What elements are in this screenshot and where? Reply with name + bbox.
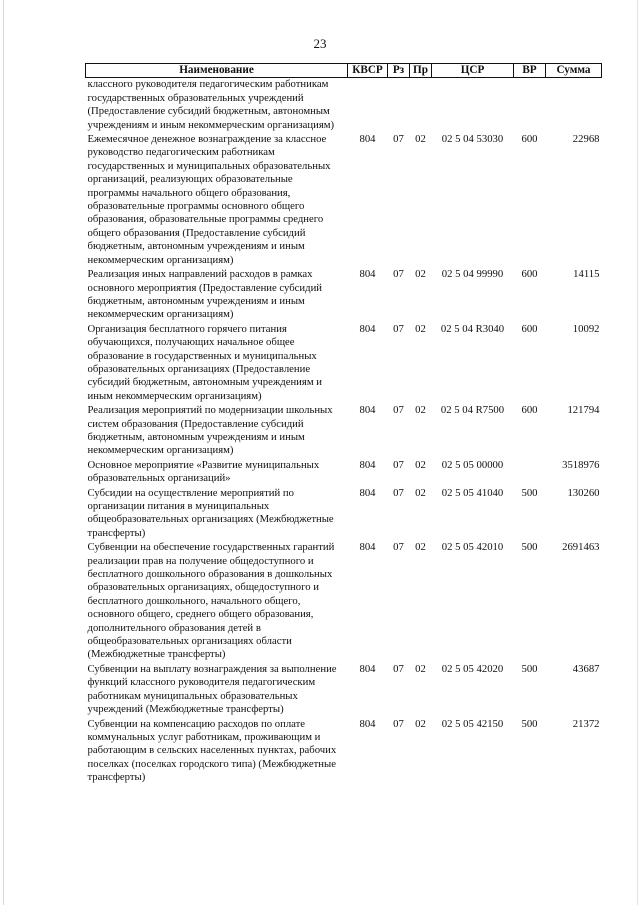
cell-kvsr: 804 — [359, 404, 376, 417]
cell-sum: 22968 — [572, 133, 600, 146]
table-row — [86, 541, 602, 663]
cell-sum — [546, 78, 602, 133]
cell-sum: 21372 — [572, 717, 600, 730]
cell-rz: 07 — [393, 268, 404, 281]
cell-csr: 02 5 04 99990 — [441, 268, 504, 281]
cell-kvsr: 804 — [359, 133, 376, 146]
cell-pr: 02 — [415, 133, 426, 146]
cell-name: классного руководителя педагогическим работникам государственных образовательных учреждений (Предоставление субсидий бюджетным, автономным учреждениям и иным некоммерческим организациям) — [87, 78, 335, 131]
table-row — [86, 718, 602, 786]
page-number: 23 — [313, 36, 327, 51]
cell-vr: 600 — [521, 404, 538, 417]
cell-rz: 07 — [393, 541, 404, 554]
cell-rz: 07 — [393, 458, 404, 471]
cell-pr: 02 — [415, 404, 426, 417]
cell-name: Субсидии на осуществление мероприятий по организации питания в муниципальных общеобразовательных организациях (Межбюджетные трансферты) — [87, 486, 334, 539]
header-name: Наименование — [86, 64, 348, 78]
cell-csr: 02 5 05 42010 — [441, 541, 504, 554]
cell-csr: 02 5 05 41040 — [441, 486, 504, 499]
cell-csr: 02 5 04 R7500 — [440, 404, 505, 417]
cell-sum: 14115 — [573, 268, 600, 281]
cell-vr: 500 — [521, 662, 538, 675]
cell-sum: 3518976 — [562, 458, 600, 471]
cell-name: Основное мероприятие «Развитие муниципальных образовательных организаций» — [87, 458, 320, 485]
table-row — [86, 78, 602, 133]
cell-sum: 130260 — [567, 486, 600, 499]
cell-rz: 07 — [393, 662, 404, 675]
cell-csr: 02 5 05 42150 — [441, 717, 504, 730]
cell-name: Организация бесплатного горячего питания обучающихся, получающих начальное общее образование в государственных и муниципальных образовательных организациях (Предоставление субсидий бюджетным, автономным учреждениям и иным некоммерческим организациям) — [87, 322, 322, 402]
header-rz: Рз — [388, 64, 410, 78]
header-kvsr: КВСР — [348, 64, 388, 78]
cell-sum: 10092 — [572, 322, 600, 335]
cell-vr — [514, 459, 546, 487]
cell-csr — [432, 78, 514, 133]
cell-rz — [388, 78, 410, 133]
cell-vr: 500 — [521, 486, 538, 499]
cell-csr: 02 5 04 R3040 — [440, 322, 505, 335]
cell-rz: 07 — [393, 404, 404, 417]
cell-pr: 02 — [415, 486, 426, 499]
cell-sum: 2691463 — [562, 541, 600, 554]
cell-sum: 43687 — [572, 662, 600, 675]
header-vr: ВР — [514, 64, 546, 78]
cell-vr: 500 — [521, 541, 538, 554]
header-pr: Пр — [410, 64, 432, 78]
cell-kvsr: 804 — [359, 541, 376, 554]
cell-pr: 02 — [415, 268, 426, 281]
cell-pr: 02 — [415, 541, 426, 554]
cell-kvsr: 804 — [359, 322, 376, 335]
cell-csr: 02 5 04 53030 — [441, 133, 504, 146]
scan-edge-left — [3, 0, 4, 905]
cell-sum: 121794 — [567, 404, 600, 417]
table-row — [86, 663, 602, 718]
table-header-row — [86, 64, 602, 78]
cell-kvsr: 804 — [359, 486, 376, 499]
cell-kvsr — [348, 78, 388, 133]
cell-name: Ежемесячное денежное вознаграждение за классное руководство педагогическим работникам государственных и муниципальных образовательных организаций, реализующих образовательные программы начального общего образования, образовательные программы основного общего образования, образовательные программы среднего общего образования (Предоставление субсидий бюджетным, автономным учреждениям и иным некоммерческим организациям) — [87, 133, 331, 266]
table-row — [86, 404, 602, 459]
cell-name: Субвенции на обеспечение государственных гарантий реализации прав на получение общедоступного и бесплатного дошкольного образования в дошкольных образовательных организациях, общедоступного и бесплатного дошкольного, начального общего, основного общего, среднего общего образования, дополнительного образования детей в общеобразовательных организациях области (Межбюджетные трансферты) — [87, 541, 335, 661]
cell-pr: 02 — [415, 322, 426, 335]
cell-name: Реализация мероприятий по модернизации школьных систем образования (Предоставление субсидий бюджетным, автономным учреждениям и иным некоммерческим организациям) — [87, 404, 333, 457]
header-csr: ЦСР — [432, 64, 514, 78]
cell-pr: 02 — [415, 717, 426, 730]
cell-rz: 07 — [393, 322, 404, 335]
cell-csr: 02 5 05 42020 — [441, 662, 504, 675]
cell-vr: 600 — [521, 133, 538, 146]
cell-rz: 07 — [393, 717, 404, 730]
table-row — [86, 268, 602, 323]
budget-table — [85, 63, 602, 786]
table-row — [86, 487, 602, 542]
cell-name: Субвенции на выплату вознаграждения за выполнение функций классного руководителя педагогическим работникам муниципальных образовательных учреждений (Межбюджетные трансферты) — [87, 662, 337, 716]
cell-rz: 07 — [393, 133, 404, 146]
table-row — [86, 133, 602, 268]
table-body — [86, 78, 602, 786]
cell-rz: 07 — [393, 486, 404, 499]
cell-kvsr: 804 — [359, 268, 376, 281]
cell-kvsr: 804 — [359, 717, 376, 730]
scan-edge-right — [637, 0, 638, 905]
table-row — [86, 459, 602, 487]
cell-vr: 500 — [521, 717, 538, 730]
cell-name: Субвенции на компенсацию расходов по оплате коммунальных услуг работникам, проживающим и работающим в сельских населенных пунктах, рабочих поселках (поселках городского типа) (Межбюджетные трансферты) — [87, 717, 337, 784]
cell-name: Реализация иных направлений расходов в рамках основного мероприятия (Предоставление субсидий бюджетным, автономным учреждениям и иным некоммерческим организациям) — [87, 268, 323, 321]
header-sum: Сумма — [546, 64, 602, 78]
cell-csr: 02 5 05 00000 — [441, 458, 504, 471]
cell-pr: 02 — [415, 458, 426, 471]
cell-vr — [514, 78, 546, 133]
cell-kvsr: 804 — [359, 662, 376, 675]
cell-vr: 600 — [521, 322, 538, 335]
cell-pr — [410, 78, 432, 133]
cell-kvsr: 804 — [359, 458, 376, 471]
table-row — [86, 323, 602, 404]
cell-pr: 02 — [415, 662, 426, 675]
cell-vr: 600 — [521, 268, 538, 281]
